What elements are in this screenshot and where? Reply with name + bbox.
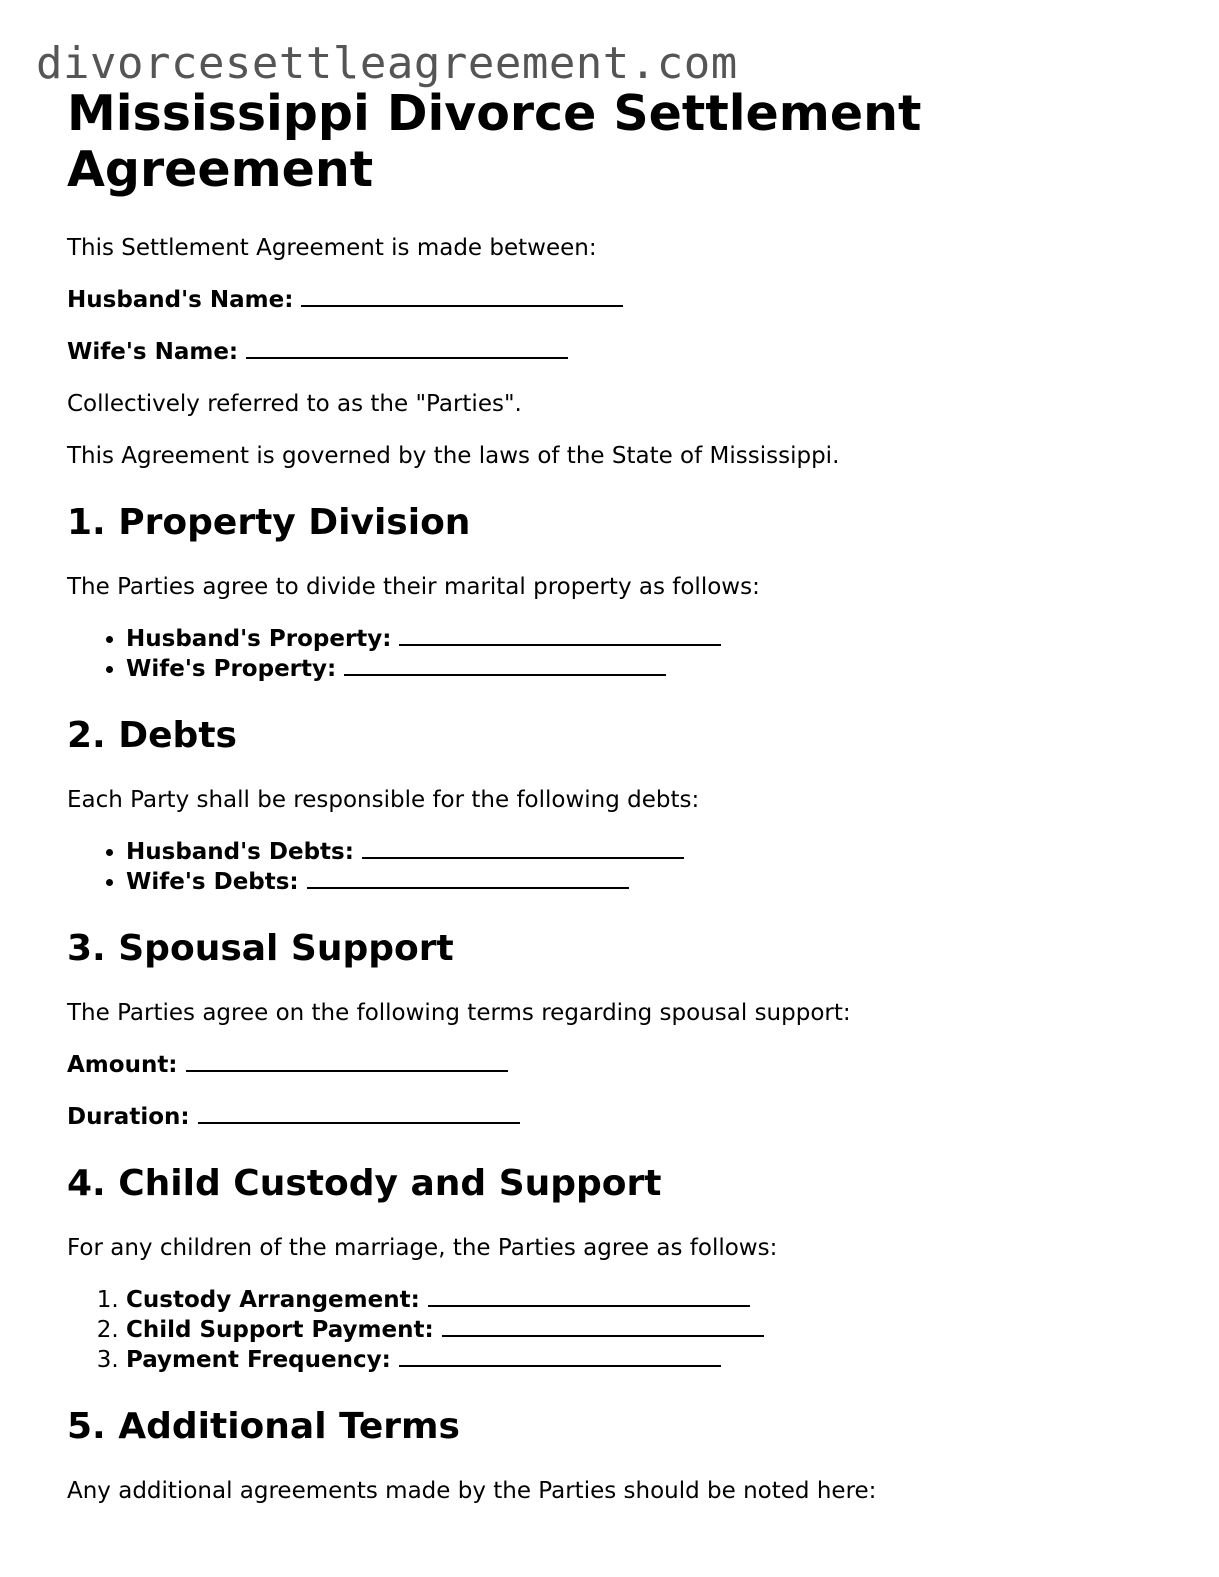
child-custody-text: For any children of the marriage, the Parties agree as follows: — [67, 1235, 778, 1261]
agreement-document — [67, 86, 1167, 1506]
list-item — [126, 837, 1167, 867]
site-watermark: divorcesettleagreement.com — [36, 38, 738, 89]
document-title: Mississippi Divorce Settlement Agreement — [67, 85, 922, 198]
collective-text: Collectively referred to as the "Parties". — [67, 391, 522, 417]
custody-arrangement-label: Custody Arrangement: — [126, 1287, 420, 1313]
duration-label: Duration: — [67, 1104, 190, 1130]
debts-heading: 2. Debts — [67, 715, 237, 756]
husband-debts-blank[interactable] — [362, 837, 684, 859]
list-item — [126, 654, 1167, 684]
governing-law-text: This Agreement is governed by the laws of the State of Mississippi. — [67, 443, 840, 469]
husband-property-label: Husband's Property: — [126, 626, 392, 652]
child-support-payment-label: Child Support Payment: — [126, 1317, 434, 1343]
wife-debts-label: Wife's Debts: — [126, 869, 299, 895]
debts-list — [67, 837, 1167, 897]
custody-list — [67, 1285, 1167, 1375]
duration-row — [67, 1102, 1167, 1132]
husband-debts-label: Husband's Debts: — [126, 839, 354, 865]
list-item — [126, 1315, 1167, 1345]
list-item — [126, 1345, 1167, 1375]
husband-property-blank[interactable] — [399, 624, 721, 646]
custody-arrangement-blank[interactable] — [428, 1285, 750, 1307]
child-support-payment-blank[interactable] — [442, 1315, 764, 1337]
property-list — [67, 624, 1167, 684]
wife-debts-blank[interactable] — [307, 867, 629, 889]
husband-name-label: Husband's Name: — [67, 287, 294, 313]
debts-text: Each Party shall be responsible for the following debts: — [67, 787, 700, 813]
list-item — [126, 1285, 1167, 1315]
wife-name-row — [67, 337, 1167, 367]
child-custody-heading: 4. Child Custody and Support — [67, 1163, 662, 1204]
additional-terms-heading: 5. Additional Terms — [67, 1406, 460, 1447]
property-text: The Parties agree to divide their marital property as follows: — [67, 574, 760, 600]
property-heading: 1. Property Division — [67, 502, 471, 543]
list-item — [126, 624, 1167, 654]
payment-frequency-label: Payment Frequency: — [126, 1347, 391, 1373]
husband-name-blank[interactable] — [301, 285, 623, 307]
amount-blank[interactable] — [186, 1050, 508, 1072]
amount-label: Amount: — [67, 1052, 178, 1078]
amount-row — [67, 1050, 1167, 1080]
list-item — [126, 867, 1167, 897]
intro-text: This Settlement Agreement is made between: — [67, 235, 597, 261]
wife-property-blank[interactable] — [344, 654, 666, 676]
husband-name-row — [67, 285, 1167, 315]
spousal-support-text: The Parties agree on the following terms regarding spousal support: — [67, 1000, 851, 1026]
payment-frequency-blank[interactable] — [399, 1345, 721, 1367]
wife-name-blank[interactable] — [246, 337, 568, 359]
wife-name-label: Wife's Name: — [67, 339, 239, 365]
spousal-support-heading: 3. Spousal Support — [67, 928, 454, 969]
duration-blank[interactable] — [198, 1102, 520, 1124]
wife-property-label: Wife's Property: — [126, 656, 337, 682]
additional-terms-text: Any additional agreements made by the Parties should be noted here: — [67, 1478, 877, 1504]
